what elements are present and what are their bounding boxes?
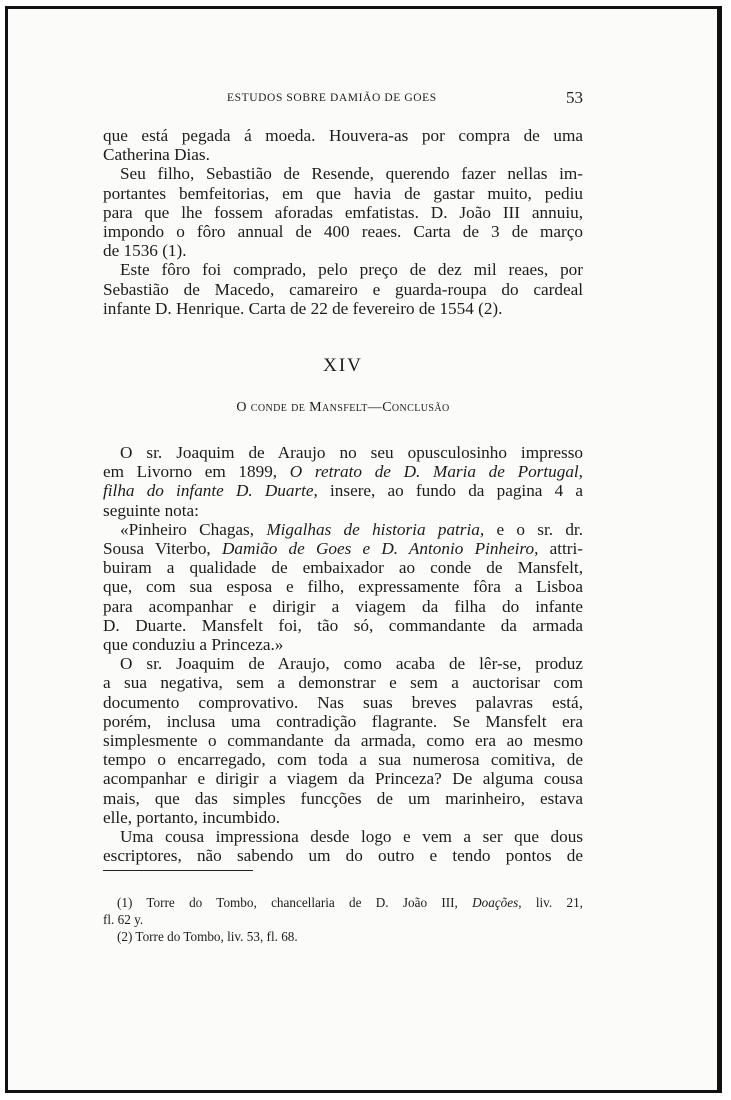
- text-line: Seu filho, Sebastião de Resende, querendo fazer nellas im-: [120, 164, 583, 184]
- text-line: infante D. Henrique. Carta de 22 de fevereiro de 1554 (2).: [103, 298, 503, 318]
- running-header: [103, 88, 583, 112]
- italic-title: O retrato de D. Maria de Portugal,: [289, 462, 583, 482]
- page-number: 53: [566, 88, 583, 107]
- text-line: a sua negativa, sem a demonstrar e sem a auctorisar com: [103, 673, 583, 693]
- text-line: Sousa Viterbo, Damião de Goes e D. Antonio Pinheiro, attri-: [103, 539, 583, 559]
- text-line: Uma cousa impressiona desde logo e vem a ser que dous: [120, 827, 583, 847]
- text-line: Este fôro foi comprado, pelo preço de dez mil reaes, por: [120, 260, 583, 280]
- text-line: portantes bemfeitorias, em que havia de gastar muito, pediu: [103, 183, 583, 203]
- text-line: em Livorno em 1899, O retrato de D. Maria de Portugal,: [103, 462, 583, 482]
- italic-title: filha do infante D. Duarte,: [103, 481, 318, 501]
- text-line: O sr. Joaquim de Araujo no seu opusculosinho impresso: [120, 443, 583, 462]
- italic-title: Migalhas de historia patria,: [266, 519, 485, 539]
- text-line: «Pinheiro Chagas, Migalhas de historia patria, e o sr. dr.: [120, 519, 583, 539]
- italic-title: Damião de Goes e D. Antonio Pinheiro,: [221, 539, 539, 559]
- text-line: que está pegada á moeda. Houvera-as por compra de uma: [103, 126, 583, 145]
- text-line: Sebastião de Macedo, camareiro e guarda-roupa do cardeal: [103, 279, 583, 299]
- text-line: tempo o encarregado, com toda a sua numerosa comitiva, de: [103, 750, 583, 770]
- paragraph: [103, 164, 583, 260]
- text-line: de 1536 (1).: [103, 241, 187, 261]
- text-line: seguinte nota:: [103, 500, 199, 520]
- text-line: que conduziu a Princeza.»: [103, 635, 284, 655]
- footnote-1-continued: fl. 62 y.: [103, 912, 144, 927]
- text-line: simplesmente o commandante da armada, como era ao mesmo: [103, 731, 583, 751]
- text-line: porém, inclusa uma contradição flagrante. Se Mansfelt era: [103, 711, 583, 731]
- running-title: ESTUDOS SOBRE DAMIÃO DE GOES: [227, 92, 437, 104]
- footnote-1: (1) Torre do Tombo, chancellaria de D. João III, Doações, liv. 21,: [117, 895, 583, 910]
- text-line: que, com sua esposa e filho, expressamente fôra a Lisboa: [103, 577, 583, 597]
- paragraph: [103, 260, 583, 318]
- text-line: buiram a qualidade de embaixador ao conde de Mansfelt,: [103, 558, 583, 578]
- text-line: para acompanhar e dirigir a viagem da filha do infante: [103, 596, 583, 616]
- paragraph: [103, 654, 583, 827]
- main-text-block: [103, 443, 583, 865]
- text-line: O sr. Joaquim de Araujo, como acaba de lêr-se, produz: [120, 654, 583, 674]
- footnote-2: (2) Torre do Tombo, liv. 53, fl. 68.: [117, 929, 298, 944]
- text-line: filha do infante D. Duarte, insere, ao fundo da pagina 4 a: [103, 481, 583, 501]
- footnote-divider: [103, 870, 253, 871]
- text-line: mais, que das simples funcções de um marinheiro, estava: [103, 788, 583, 808]
- text-line: escriptores, não sabendo um do outro e tendo pontos de: [103, 846, 583, 866]
- text-line: para que lhe fossem aforadas emfatistas. D. João III annuiu,: [103, 202, 583, 222]
- text-line: D. Duarte. Mansfelt foi, tão só, commandante da armada: [103, 615, 583, 635]
- chapter-number: XIV: [323, 355, 363, 376]
- text-line: documento comprovativo. Nas suas breves palavras está,: [103, 692, 583, 712]
- quotation-paragraph: [103, 520, 583, 654]
- footnotes: [103, 894, 583, 945]
- paragraph: [103, 443, 583, 520]
- text-line: acompanhar e dirigir a viagem da Princeza? De alguma cousa: [103, 769, 583, 789]
- text-line: impondo o fôro annual de 400 reaes. Carta de 3 de março: [103, 222, 583, 242]
- text-line: Catherina Dias.: [103, 145, 210, 165]
- chapter-title: O conde de Mansfelt—Conclusão: [236, 400, 450, 415]
- text-line: elle, portanto, incumbido.: [103, 807, 281, 827]
- paragraph: [103, 827, 583, 865]
- top-text-block: [103, 126, 583, 318]
- paragraph: [103, 126, 583, 164]
